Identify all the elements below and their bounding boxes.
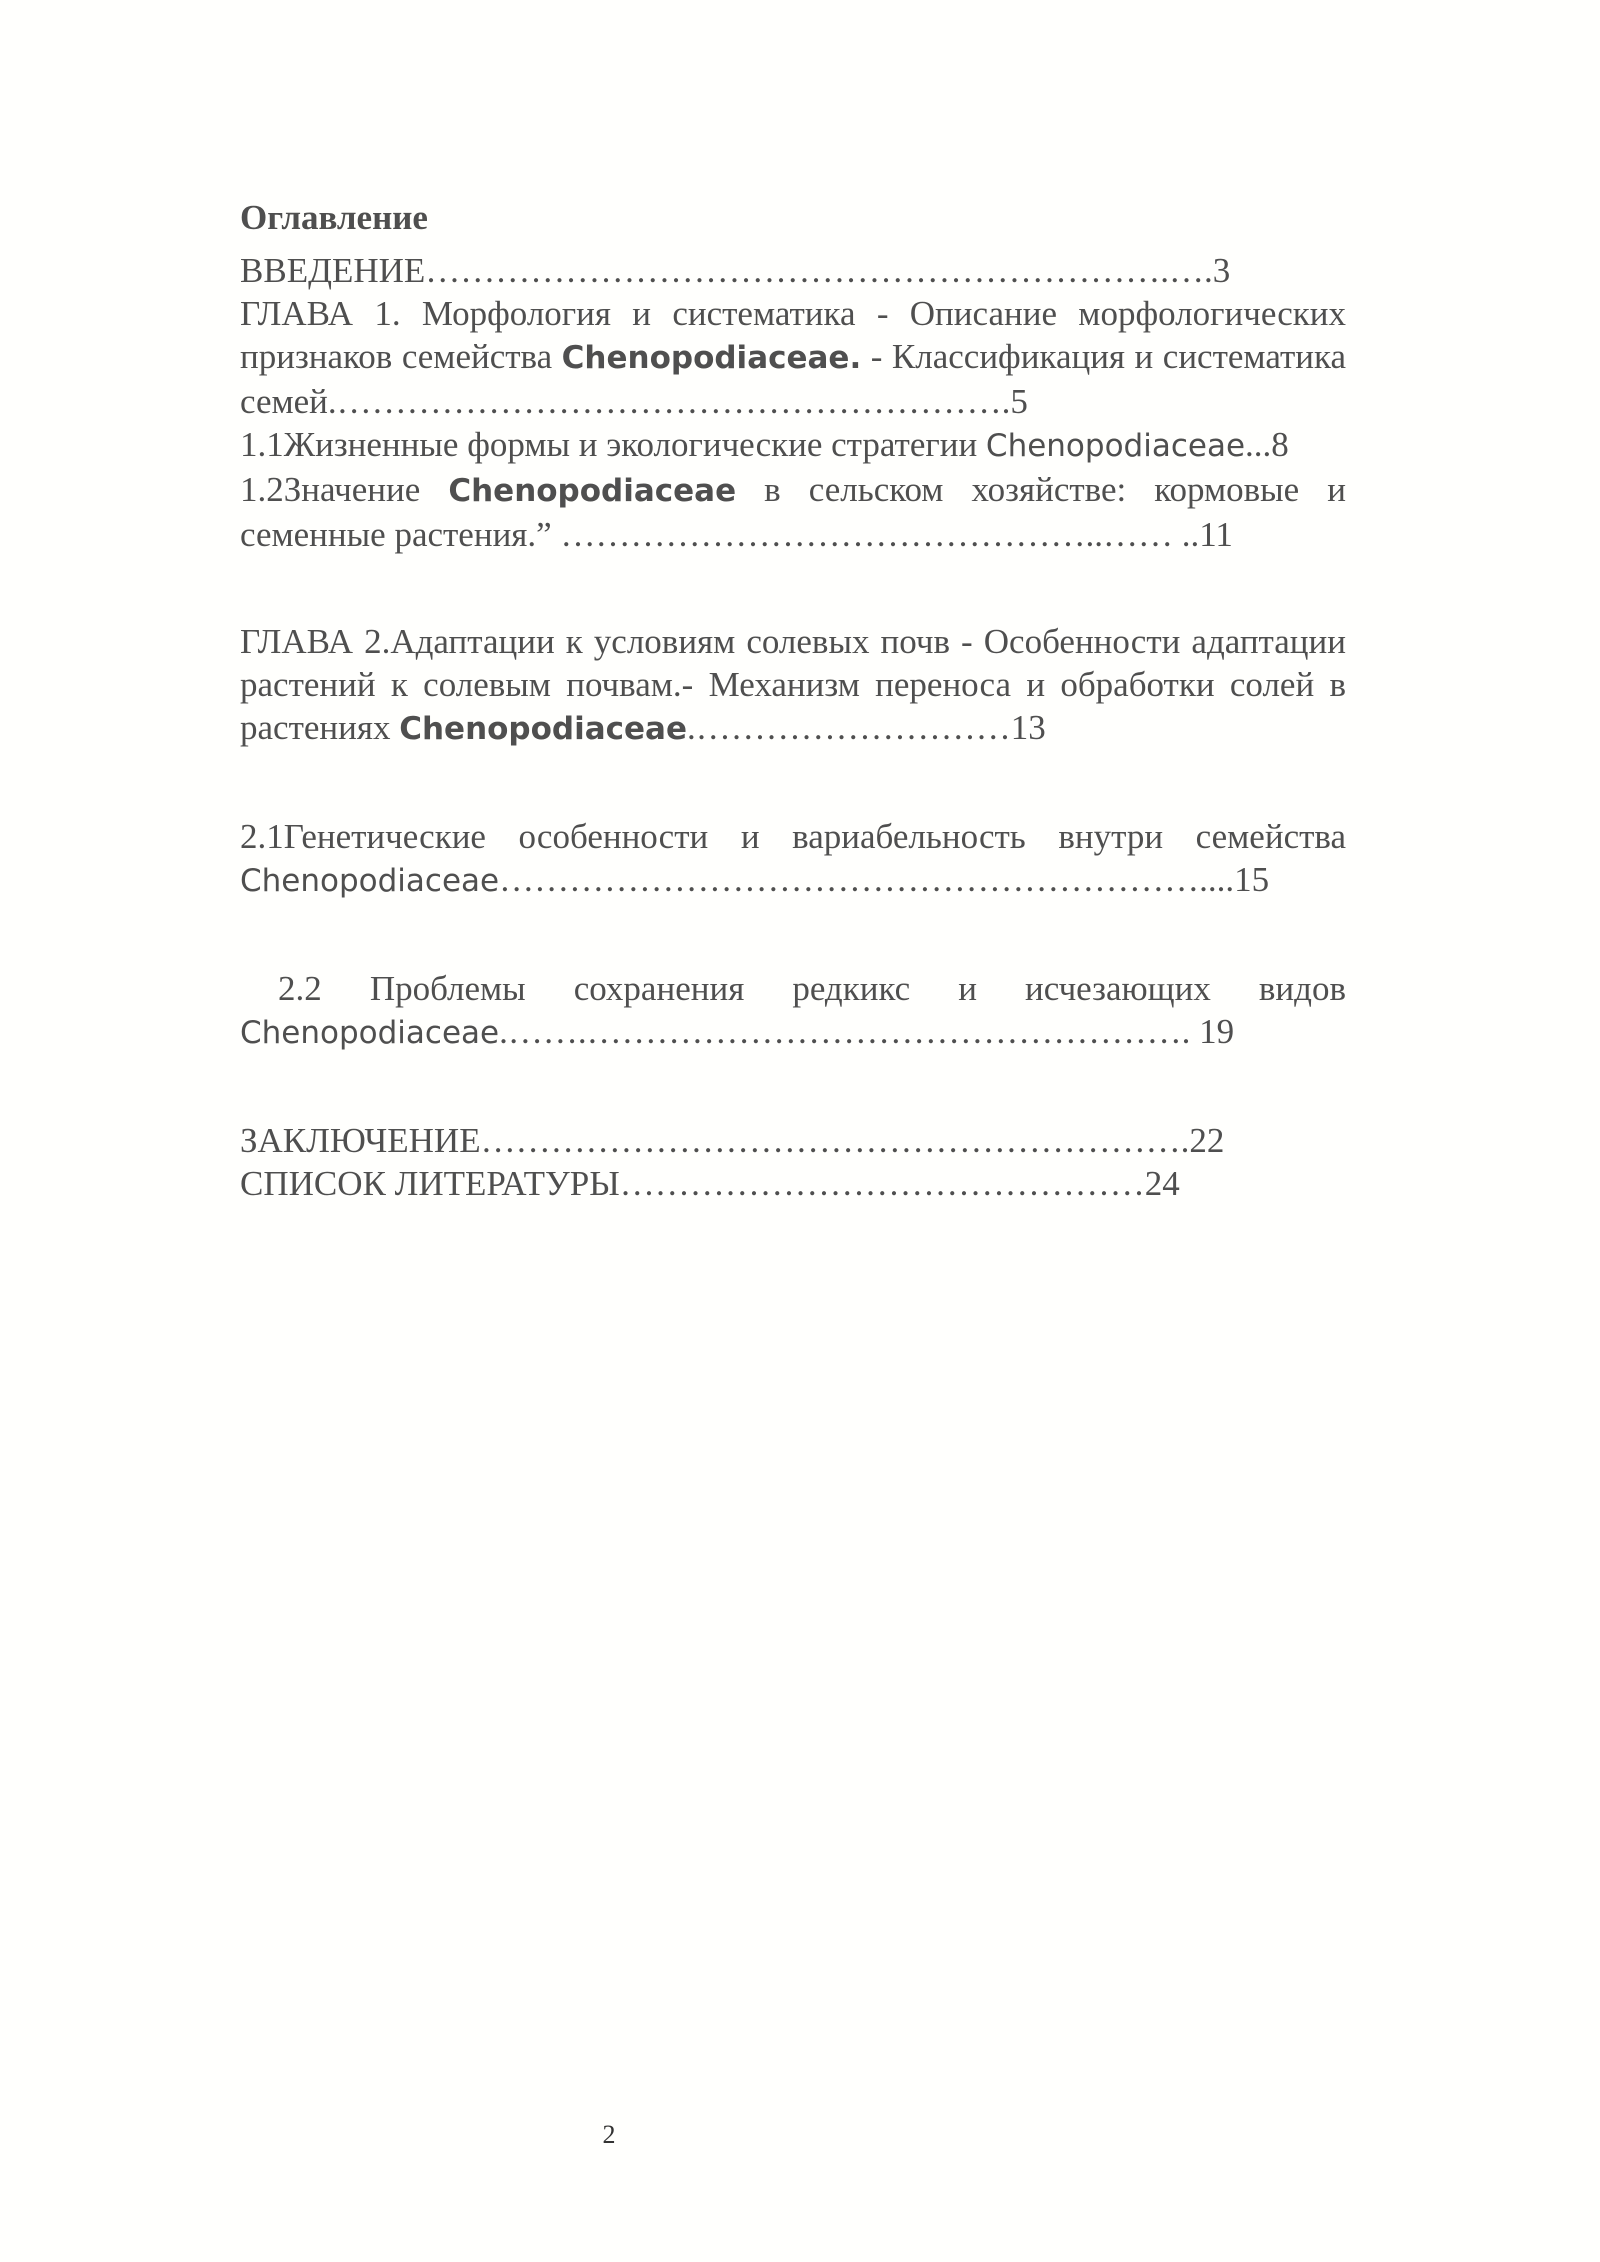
entry-title-latin-bold: Chenopodiaceae: [399, 711, 687, 747]
entry-title-latin: Chenopodiaceae: [985, 428, 1246, 464]
entry-leader-dots: .………………………………………………….: [327, 382, 1011, 421]
entry-title-latin: Chenopodiaceae: [240, 1015, 500, 1051]
toc-entry-references[interactable]: [240, 1162, 1346, 1205]
toc-heading: Оглавление: [240, 198, 428, 237]
entry-leader-dots: ………………………………………: [619, 1164, 1145, 1203]
table-of-contents: [240, 196, 1346, 1205]
entry-leader-dots: .…….…………………………………………….: [499, 1012, 1200, 1051]
entry-leader-dots: ...: [1245, 425, 1272, 464]
entry-page-number: 8: [1271, 425, 1289, 464]
entry-page-number: 24: [1144, 1164, 1180, 1203]
page-number: 2: [602, 2120, 616, 2149]
entry-page-number: 15: [1234, 860, 1270, 899]
toc-entry-conclusion[interactable]: [240, 1119, 1346, 1162]
entry-title: 2.1Генетические особенности и вариабельность внутри семейства: [240, 817, 1346, 856]
entry-title: 1.2Значение: [240, 470, 449, 509]
entry-title: ЗАКЛЮЧЕНИЕ: [240, 1121, 481, 1160]
entry-title: ГЛАВА 2.Адаптации к условиям солевых почв - Особенности адаптации растений к солевым почвам.- Механизм переноса и обработки солей в растениях: [240, 622, 1346, 747]
entry-title-latin-bold: Chenopodiaceae: [448, 473, 737, 509]
toc-entry-section-2-1[interactable]: [240, 815, 1346, 903]
toc-entry-introduction[interactable]: [240, 249, 1346, 292]
entry-title: 1.1Жизненные формы и экологические стратегии: [240, 425, 986, 464]
entry-title: СПИСОК ЛИТЕРАТУРЫ: [240, 1164, 620, 1203]
entry-leader-dots: ……………………………………………………….….: [425, 251, 1213, 290]
entry-title: ВВЕДЕНИЕ: [240, 251, 426, 290]
entry-leader-dots: …………………………………………………….: [480, 1121, 1190, 1160]
entry-page-number: 22: [1189, 1121, 1225, 1160]
toc-entry-chapter-1[interactable]: [240, 292, 1346, 423]
entry-title-continued: - Классификация и систематика семей: [240, 337, 1346, 421]
toc-entry-chapter-2[interactable]: [240, 620, 1346, 751]
entry-title: 2.2 Проблемы сохранения редкикс и исчезающих видов: [278, 969, 1346, 1008]
entry-title-continued: в сельском хозяйстве: кормовые и семенные растения.”: [240, 470, 1347, 554]
toc-entry-section-1-2[interactable]: [240, 468, 1346, 556]
toc-entry-section-2-2[interactable]: [240, 967, 1346, 1055]
entry-page-number: 13: [1010, 708, 1046, 747]
entry-leader-dots: ……………………………………………………....: [499, 860, 1235, 899]
entry-title-latin: Chenopodiaceae: [240, 863, 500, 899]
entry-page-number: .11: [1190, 515, 1233, 554]
entry-leader-dots: ………………………………………..…… .: [551, 515, 1191, 554]
entry-leader-dots: .………………………: [687, 708, 1011, 747]
toc-entry-section-1-1[interactable]: [240, 423, 1346, 468]
entry-page-number: 19: [1199, 1012, 1235, 1051]
entry-title-latin-bold: Chenopodiaceae.: [561, 340, 862, 376]
entry-page-number: 5: [1010, 382, 1028, 421]
entry-title: ГЛАВА 1. Морфология и систематика - Описание морфологических признаков семейства: [240, 294, 1346, 376]
entry-page-number: 3: [1212, 251, 1231, 290]
